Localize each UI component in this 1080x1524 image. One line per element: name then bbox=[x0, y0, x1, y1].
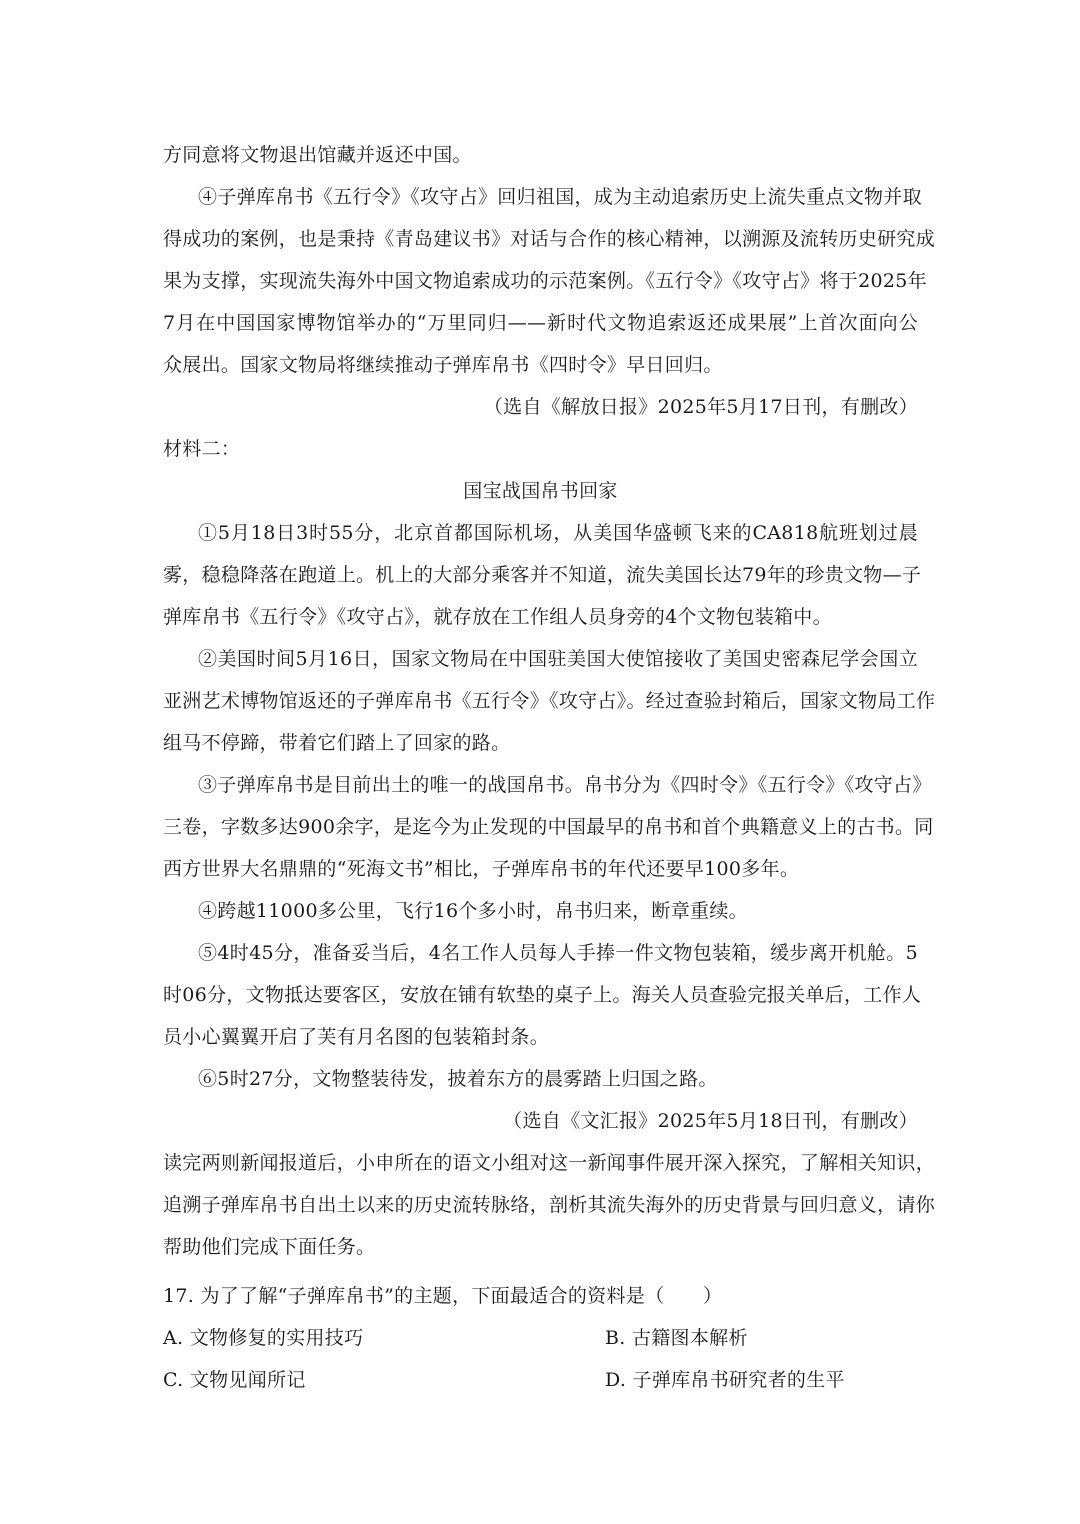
paragraph-line: 时06分，文物抵达要客区，安放在铺有软垫的桌子上。海关人员查验完报关单后，工作人 bbox=[163, 984, 922, 1006]
option-a[interactable]: A. 文物修复的实用技巧 bbox=[163, 1327, 364, 1349]
paragraph-line: 弹库帛书《五行令》《攻守占》，就存放在工作组人员身旁的4个文物包装箱中。 bbox=[163, 606, 832, 628]
paragraph-line: ④跨越11000多公里，飞行16个多小时，帛书归来，断章重续。 bbox=[198, 900, 748, 922]
option-c[interactable]: C. 文物见闻所记 bbox=[163, 1369, 306, 1391]
paragraph-line: 7月在中国国家博物馆举办的“万里同归——新时代文物追索返还成果展”上首次面向公 bbox=[163, 312, 918, 334]
material1-source: （选自《解放日报》2025年5月17日刊，有删改） bbox=[483, 396, 918, 418]
paragraph-line: 亚洲艺术博物馆返还的子弹库帛书《五行令》《攻守占》。经过查验封箱后，国家文物局工作 bbox=[163, 690, 936, 712]
paragraph-line: 组马不停蹄，带着它们踏上了回家的路。 bbox=[163, 732, 511, 754]
paragraph-line: ⑥5时27分，文物整装待发，披着东方的晨雾踏上归国之路。 bbox=[198, 1068, 718, 1090]
paragraph-line: ④子弹库帛书《五行令》《攻守占》回归祖国，成为主动追索历史上流失重点文物并取 bbox=[198, 186, 922, 208]
option-d[interactable]: D. 子弹库帛书研究者的生平 bbox=[605, 1369, 845, 1391]
paragraph-line: ③子弹库帛书是目前出土的唯一的战国帛书。帛书分为《四时令》《五行令》《攻守占》 bbox=[198, 774, 932, 796]
paragraph-line: ②美国时间5月16日，国家文物局在中国驻美国大使馆接收了美国史密森尼学会国立 bbox=[198, 648, 918, 670]
paragraph-line: 追溯子弹库帛书自出土以来的历史流转脉络，剖析其流失海外的历史背景与回归意义，请你 bbox=[163, 1194, 936, 1216]
paragraph-line: 读完两则新闻报道后，小申所在的语文小组对这一新闻事件展开深入探究，了解相关知识， bbox=[163, 1152, 936, 1174]
paragraph-line: 员小心翼翼开启了芙有月名图的包装箱封条。 bbox=[163, 1026, 550, 1048]
paragraph-line: 西方世界大名鼎鼎的“死海文书”相比，子弹库帛书的年代还要早100多年。 bbox=[163, 858, 800, 880]
paragraph-line: ⑤4时45分，准备妥当后，4名工作人员每人手捧一件文物包装箱，缓步离开机舱。5 bbox=[198, 942, 918, 964]
material2-source: （选自《文汇报》2025年5月18日刊，有删改） bbox=[503, 1110, 918, 1132]
material2-label: 材料二： bbox=[163, 438, 241, 460]
paragraph-line: ①5月18日3时55分，北京首都国际机场，从美国华盛顿飞来的CA818航班划过晨 bbox=[198, 522, 918, 544]
paragraph-line: 雾，稳稳降落在跑道上。机上的大部分乘客并不知道，流失美国长达79年的珍贵文物—子 bbox=[163, 564, 922, 586]
paragraph-line: 三卷，字数多达900余字，是迄今为止发现的中国最早的帛书和首个典籍意义上的古书。同 bbox=[163, 816, 934, 838]
material2-title: 国宝战国帛书回家 bbox=[463, 480, 618, 502]
paragraph-line: 果为支撑，实现流失海外中国文物追索成功的示范案例。《五行令》《攻守占》将于2025年 bbox=[163, 270, 927, 292]
paragraph-line: 帮助他们完成下面任务。 bbox=[163, 1236, 376, 1258]
question-stem: 17. 为了了解“子弹库帛书”的主题，下面最适合的资料是（ ） bbox=[163, 1285, 723, 1307]
paragraph-line: 众展出。国家文物局将继续推动子弹库帛书《四时令》早日回归。 bbox=[163, 354, 723, 376]
option-b[interactable]: B. 古籍图本解析 bbox=[605, 1327, 748, 1349]
material1-tail-line: 方同意将文物退出馆藏并返还中国。 bbox=[163, 144, 472, 166]
paragraph-line: 得成功的案例，也是秉持《青岛建议书》对话与合作的核心精神，以溯源及流转历史研究成 bbox=[163, 228, 936, 250]
